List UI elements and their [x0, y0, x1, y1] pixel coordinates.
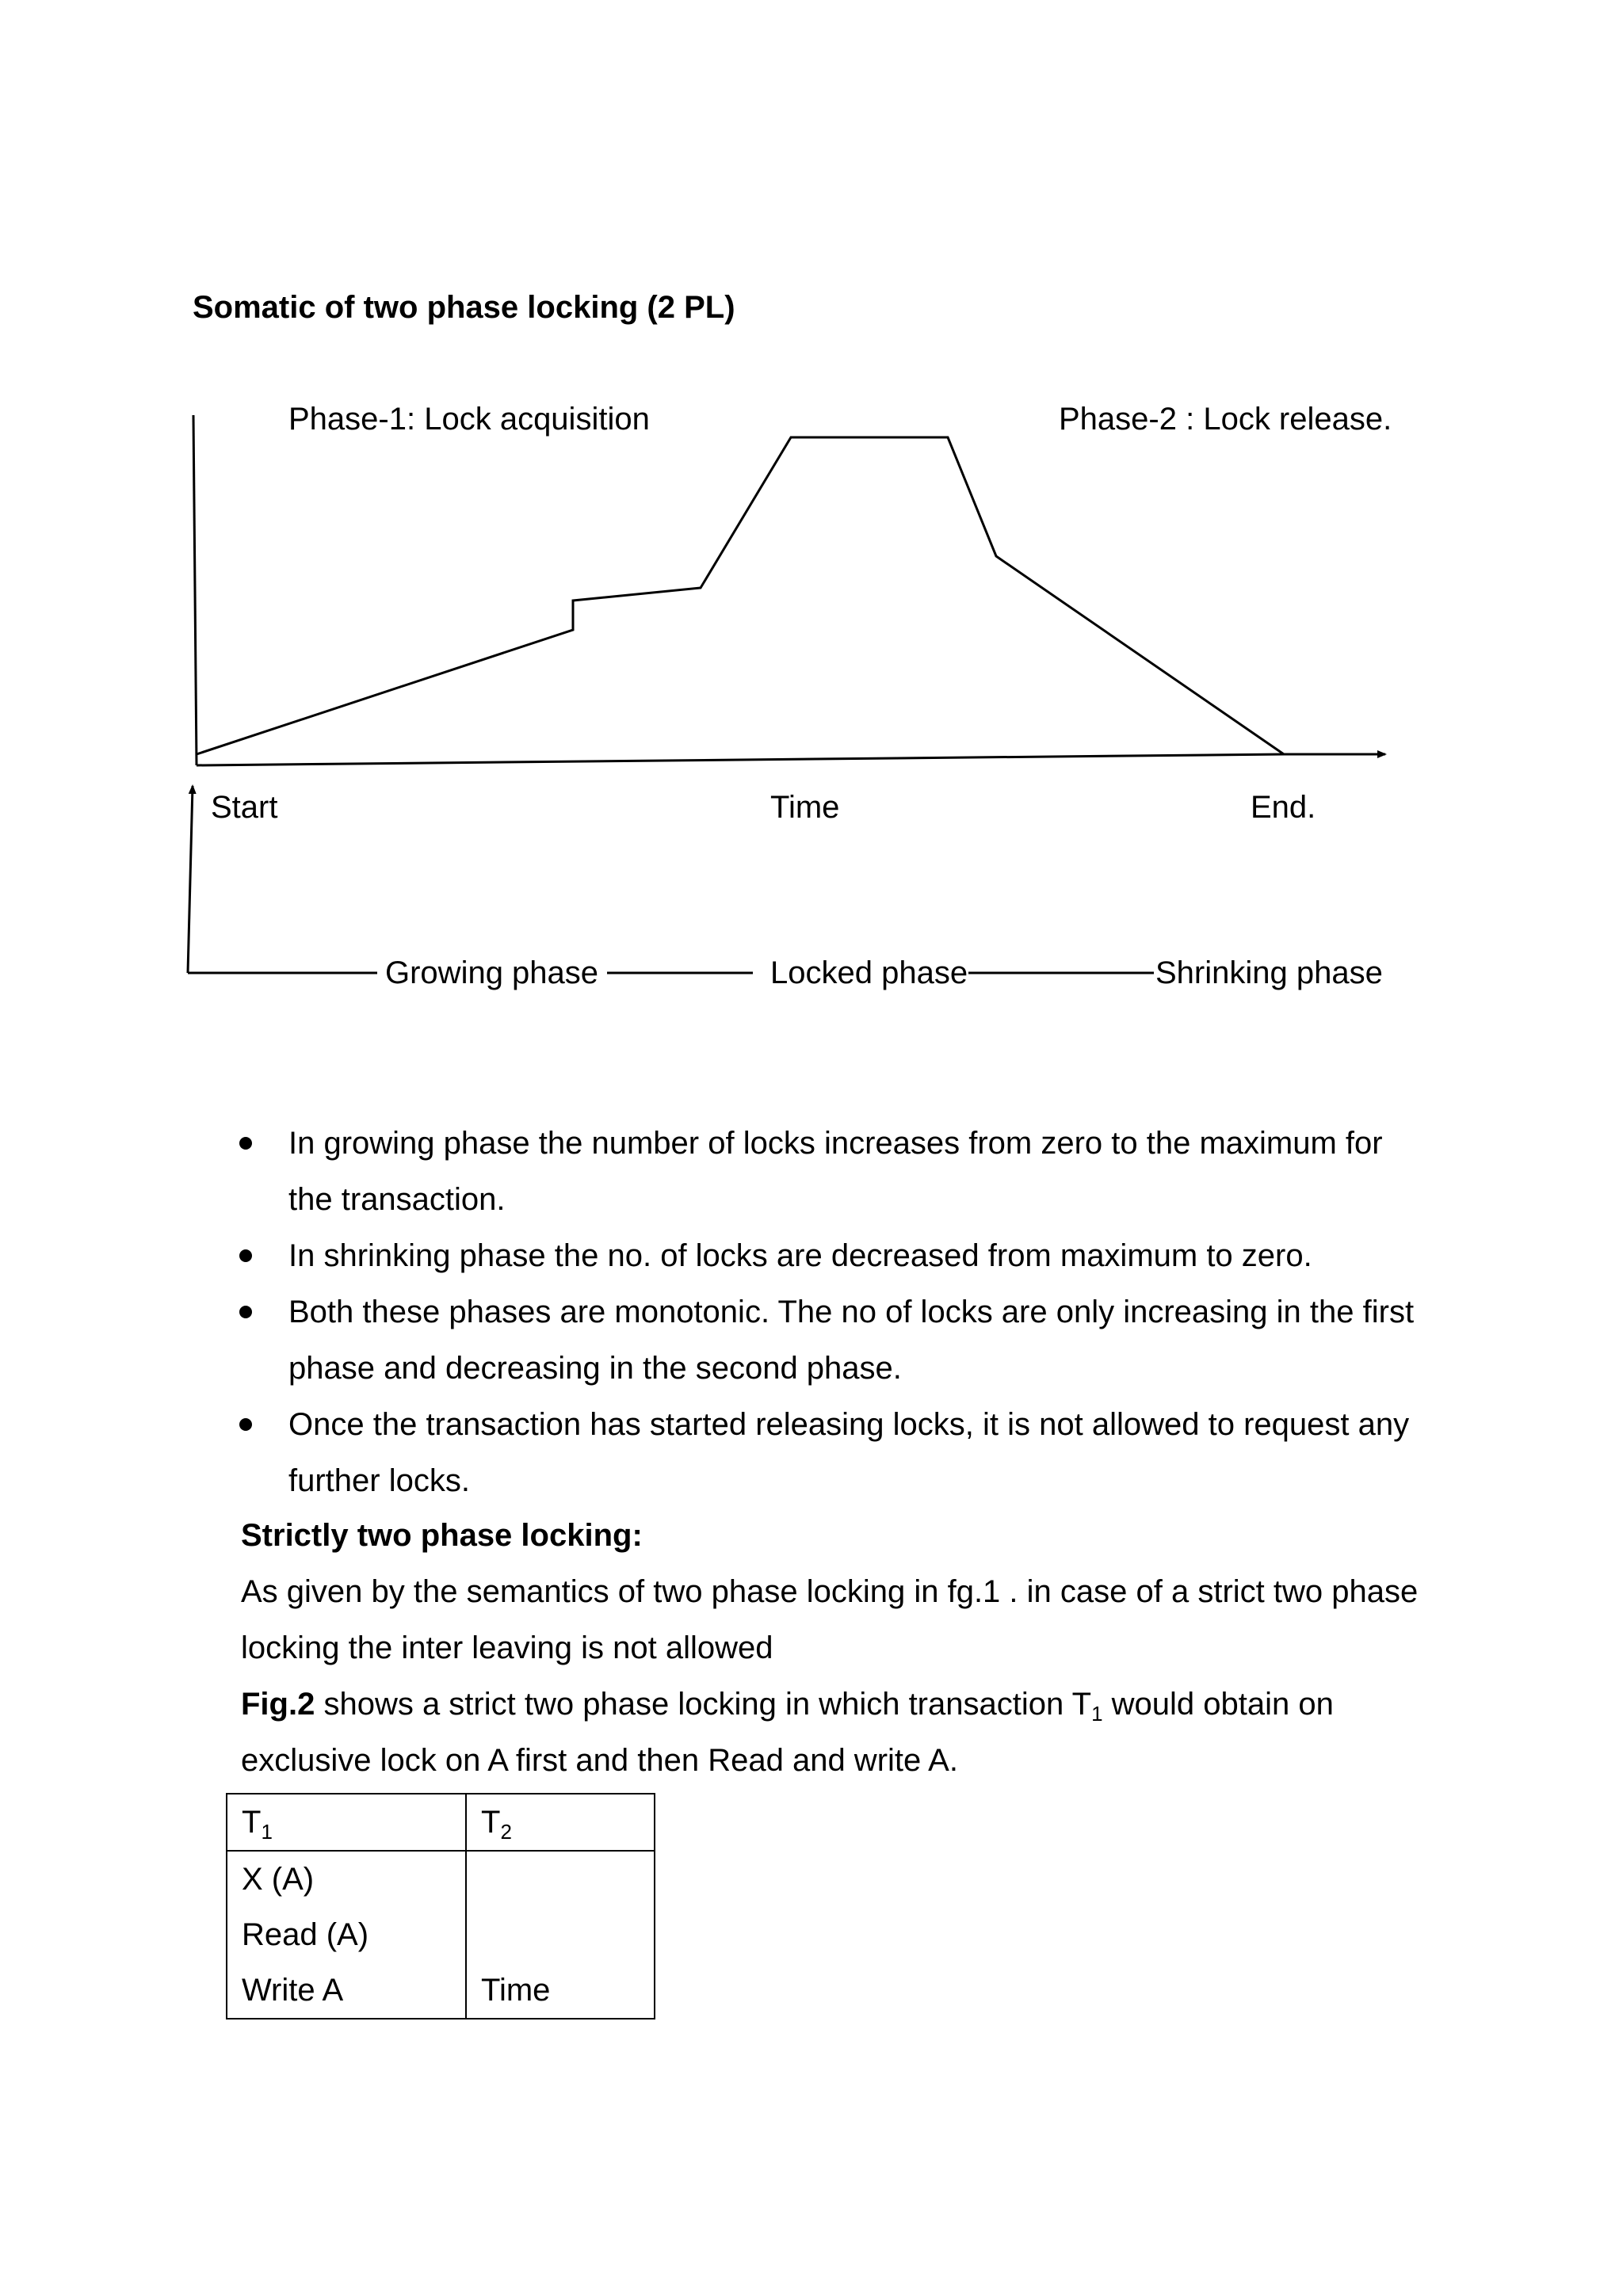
fig2-paragraph: Fig.2 shows a strict two phase locking in which transaction $T_1$ would obtain on exclusive lock on A first and then Read and write A.	[241, 1687, 1334, 1778]
list-item: Once the transaction has started releasing locks, it is not allowed to request any further locks.	[238, 1397, 1474, 1509]
phase-bracket-arrow	[188, 786, 193, 973]
list-item: Both these phases are monotonic. The no of locks are only increasing in the first phase and decreasing in the second phase.	[238, 1284, 1474, 1397]
shrinking-phase-label: Shrinking phase	[1155, 955, 1383, 990]
strict-paragraph: As given by the semantics of two phase locking in fg.1 . in case of a strict two phase locking the inter leaving is not allowed	[241, 1574, 1419, 1665]
table-header-t1: $T_1$	[227, 1794, 466, 1851]
bullet-icon	[239, 1137, 252, 1150]
end-label: End.	[1251, 790, 1316, 825]
bullet-icon	[239, 1306, 252, 1318]
fig2-reference: Fig.2	[241, 1687, 315, 1722]
table-header-t2: $T_2$	[466, 1794, 655, 1851]
list-item: In growing phase the number of locks increases from zero to the maximum for the transaction.	[238, 1116, 1474, 1228]
list-item: In shrinking phase the no. of locks are decreased from maximum to zero.	[238, 1228, 1474, 1284]
bullet-icon	[239, 1249, 252, 1262]
table-cell-t1: X (A) Read (A) Write A	[227, 1851, 466, 2019]
locked-phase-label: Locked phase	[770, 955, 968, 990]
page-title: Somatic of two phase locking (2 PL)	[193, 290, 735, 325]
transaction-table	[226, 1793, 655, 2019]
x-axis	[197, 754, 1284, 765]
y-axis	[193, 415, 197, 765]
table-cell-t2: Time	[466, 1851, 655, 2019]
two-phase-locking-diagram	[0, 0, 1623, 1030]
bullet-icon	[239, 1418, 252, 1431]
phase1-label: Phase-1: Lock acquisition	[288, 402, 650, 437]
phase2-label: Phase-2 : Lock release.	[1059, 402, 1392, 437]
bullet-list	[238, 1116, 1474, 1509]
lock-count-curve	[197, 437, 1284, 754]
time-label: Time	[770, 790, 840, 825]
growing-phase-label: Growing phase	[385, 955, 599, 990]
table-row	[227, 1851, 655, 2019]
table-header-row	[227, 1794, 655, 1851]
strict-heading: Strictly two phase locking:	[241, 1518, 643, 1553]
start-label: Start	[211, 790, 278, 825]
